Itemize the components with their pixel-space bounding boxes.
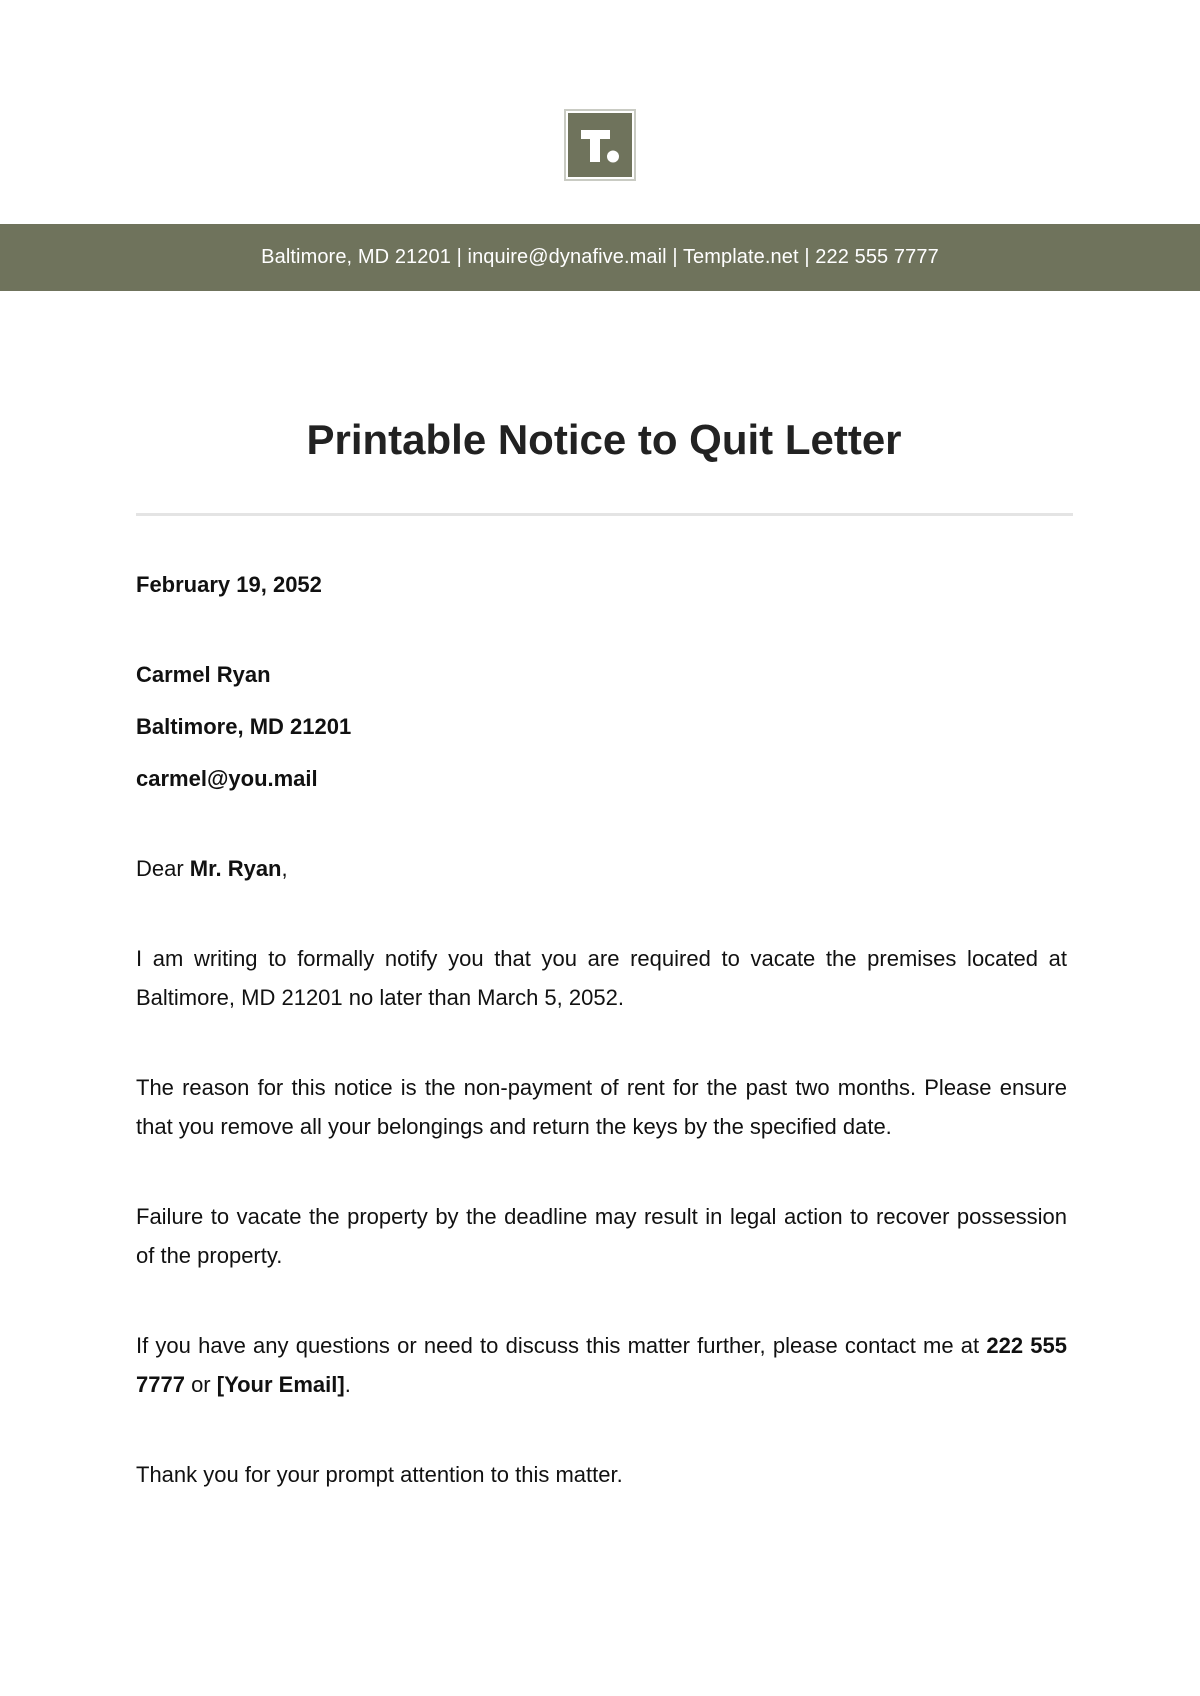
paragraph-contact: [136, 1326, 1067, 1404]
recipient-address: Baltimore, MD 21201: [136, 714, 352, 739]
salutation-prefix: Dear: [136, 856, 190, 881]
letter-date: February 19, 2052: [136, 572, 322, 597]
company-logo: [564, 109, 636, 181]
letter-title: Printable Notice to Quit Letter: [306, 416, 902, 463]
contact-email-placeholder: [Your Email]: [216, 1372, 345, 1397]
contact-line: Baltimore, MD 21201 | inquire@dynafive.mail | Template.net | 222 555 7777: [261, 246, 939, 268]
contact-end: .: [344, 1372, 351, 1397]
paragraph-reason: The reason for this notice is the non-payment of rent for the past two months. Please ensure that you remove all your belongings and return the keys by the specified date.: [136, 1075, 1067, 1139]
logo-icon: [568, 113, 632, 177]
letter-body: [136, 565, 1067, 1494]
contact-joiner: or: [184, 1372, 217, 1397]
salutation-suffix: ,: [281, 856, 288, 881]
contact-phone: 222 555 7777: [136, 1333, 1067, 1397]
recipient-email: carmel@you.mail: [136, 766, 318, 791]
closing-line: Thank you for your prompt attention to this matter.: [136, 1462, 623, 1487]
paragraph-vacate-notice: I am writing to formally notify you that you are required to vacate the premises located at Baltimore, MD 21201 no later than March 5, 2052.: [136, 946, 1067, 1010]
contact-banner: [0, 224, 1200, 291]
salutation: [136, 849, 1067, 888]
contact-text: If you have any questions or need to discuss this matter further, please contact me at: [136, 1333, 987, 1358]
paragraph-consequence: Failure to vacate the property by the deadline may result in legal action to recover possession of the property.: [136, 1204, 1067, 1268]
recipient-name: Carmel Ryan: [136, 662, 271, 687]
salutation-name: Mr. Ryan: [189, 856, 282, 881]
title-divider: [136, 513, 1073, 516]
